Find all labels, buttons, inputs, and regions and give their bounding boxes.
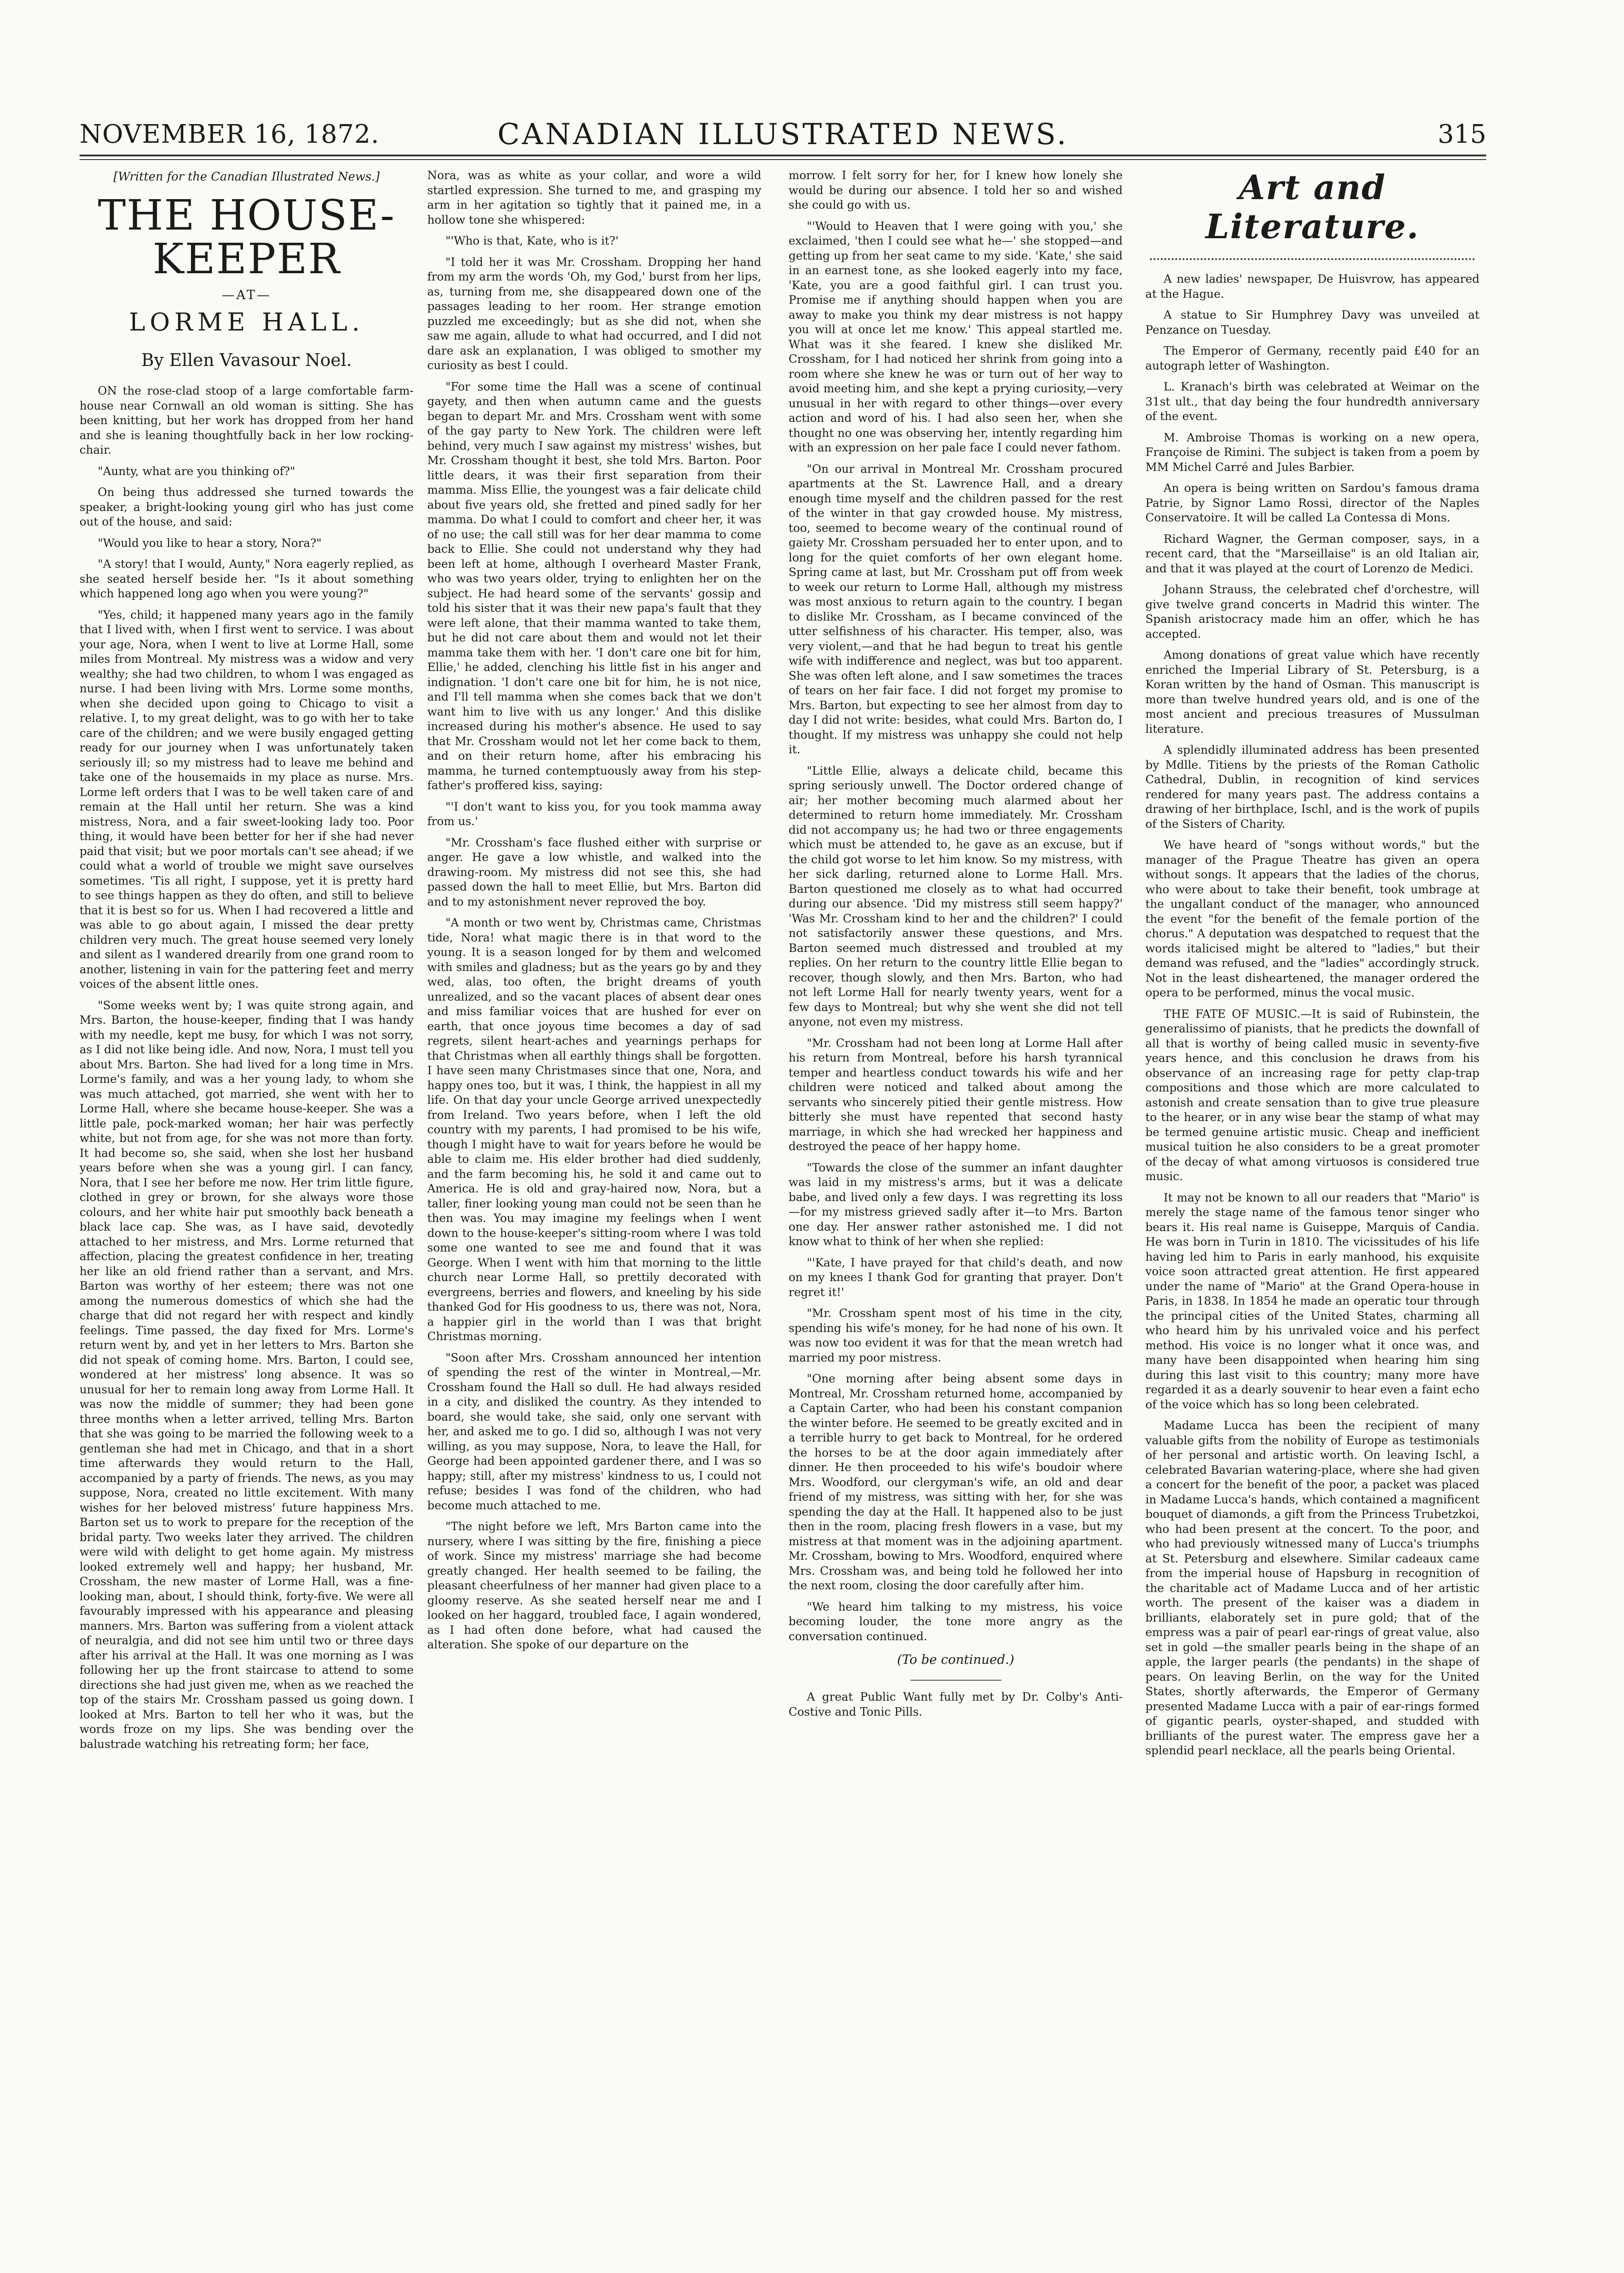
column-2 — [427, 168, 761, 2237]
story-paragraph: "A month or two went by, Christmas came, Christmas tide, Nora! what magic there is in that word to the young. It is a season longed for by them and welcomed with smiles and gladness; but as the years go by and they wed, alas, too often, the bright dreams of youth unrealized, and so the vacant places of absent dear ones and miss familiar voices that are hushed for ever on earth, that once joyous time becomes a day of sad regrets, silent heart-aches and yearnings perhaps for that Christmas when all earthly things shall be forgotten. I have seen many Christmases since that one, Nora, and happy ones too, but it was, I think, the happiest in all my life. On that day your uncle George arrived unexpectedly from Ireland. Two years before, when I left the old country with my parents, I had promised to be his wife, though I might have to wait for years before he would be able to claim me. His elder brother had died suddenly, and the farm becoming his, he sold it and came out to America. He is old and gray-haired now, Nora, but a taller, finer looking young man could not be seen than he then was. You may imagine my feelings when I went down to the house-keeper's sitting-room where I was told some one wanted to see me and found that it was George. When I went with him that morning to the little church near Lorme Hall, so prettily decorated with evergreens, berries and flowers, and kneeling by his side thanked God for His goodness to us, there was not, Nora, a happier girl in the world than I was that bright Christmas morning. — [427, 916, 761, 1343]
story-paragraph: "I told her it was Mr. Crossham. Dropping her hand from my arm the words 'Oh, my God,' burst from her lips, as, turning from me, she disappeared down one of the passages leading to her room. Her strange emotion puzzled me exceedingly; but as she did not, when she saw me again, allude to what had occurred, and I did not dare ask an explanation, I was obliged to smother my curiosity as best I could. — [427, 255, 761, 372]
story-paragraph: "We heard him talking to my mistress, his voice becoming louder, the tone more angry as the conversation continued. — [789, 1600, 1123, 1643]
news-item: An opera is being written on Sardou's famous drama Patrie, by Signor Lamo Rossi, director of the Naples Conservatoire. It will be called La Contessa di Mons. — [1145, 481, 1479, 524]
story-paragraph: "Some weeks went by; I was quite strong again, and Mrs. Barton, the house-keeper, finding that I was handy with my needle, kept me busy, for which I was not sorry, as I did not like being idle. And now, Nora, I must tell you about Mrs. Barton. She had lived for a long time in Mrs. Lorme's family, and was a her young lady, to whom she was much attached, got married, she went with her to Lorme Hall, where she became house-keeper. She was a little pale, pock-marked woman; her hair was perfectly white, but not from age, for she was not more than forty. It had become so, she said, when she lost her husband years before when she was a young girl. I can fancy, Nora, that I see her before me now. Her trim little figure, clothed in grey or brown, for she always wore those colours, and her white hair put smoothly back beneath a black lace cap. She was, as I have said, devotedly attached to her mistress, and Mrs. Lorme returned that affection, placing the greatest confidence in her, treating her like an old friend rather than a servant, and Mrs. Barton was worthy of her esteem; there was not one among the numerous domestics of which she had the charge that did not regard her with respect and kindly feelings. Time passed, the day fixed for Mrs. Lorme's return went by, and yet in her letters to Mrs. Barton she did not speak of coming home. Mrs. Barton, I could see, wondered at her mistress' long absence. It was so unusual for her to remain long away from Lorme Hall. It was now the middle of summer; they had been gone three months when a letter arrived, telling Mrs. Barton that she was going to be married the following week to a gentleman she had met in Chicago, and that in a short time afterwards they would return to the Hall, accompanied by a party of friends. The news, as you may suppose, Nora, created no little excitement. With many wishes for her beloved mistress' future happiness Mrs. Barton set us to work to prepare for the reception of the bridal party. Two weeks later they arrived. The children were wild with delight to get home again. My mistress looked extremely well and happy; her husband, Mr. Crossham, the new master of Lorme Hall, was a fine-looking man, about, I should think, forty-five. We were all favourably impressed with his appearance and pleasing manners. Mrs. Barton was suffering from a violent attack of neuralgia, and did not see him until two or three days after his arrival at the Hall. It was one morning as I was following her up the front staircase to attend to some directions she had just given me, when as we reached the top of the stairs Mr. Crossham passed us going down. I looked at Mrs. Barton to tell her who it was, but the words froze on my lips. She was bending over the balustrade watching his retreating form; her face, — [80, 998, 414, 1751]
story-paragraph: "The night before we left, Mrs Barton came into the nursery, where I was sitting by the fire, finishing a piece of work. Since my mistress' marriage she had become greatly changed. Her health seemed to be failing, the pleasant cheerfulness of her manner had given place to a gloomy reserve. As she seated herself near me and I looked on her haggard, troubled face, I again wondered, as I had often done before, what had caused the alteration. She spoke of our departure on the — [427, 1520, 761, 1651]
story-author: By Ellen Vavasour Noel. — [141, 350, 352, 370]
page-number: 315 — [1438, 120, 1486, 149]
story-paragraph: "Mr. Crossham had not been long at Lorme Hall after his return from Montreal, before his harsh tyrannical temper and heartless conduct towards his wife and her children were noticed and talked about among the servants who sincerely pitied their gentle mistress. How bitterly she must have repented that second hasty marriage, in which she had wrecked her happiness and destroyed the peace of her happy home. — [789, 1036, 1123, 1153]
to-be-continued: (To be continued.) — [897, 1652, 1014, 1667]
story-paragraph: "Soon after Mrs. Crossham announced her intention of spending the rest of the winter in Montreal,—Mr. Crossham found the Hall so dull. He had always resided in a city, and disliked the country. As they intended to board, she would take, she said, only one servant with her, and asked me to go. I did so, although I was not very willing, as you may suppose, Nora, to leave the Hall, for George had been appointed gardener there, and I was so happy; still, after my mistress' kindness to us, I could not refuse; besides I was fond of the children, who had become much attached to me. — [427, 1351, 761, 1512]
story-paragraph: "For some time the Hall was a scene of continual gayety, and then when autumn came and the guests began to depart Mr. and Mrs. Crossham went with some of the gay party to New York. The children were left behind, very much I saw against my mistress' wishes, but Mr. Crossham thought it best, she told Mrs. Barton. Poor little dears, it was their first separation from their mamma. Miss Ellie, the youngest was a fair delicate child about five years old, she fretted and pined sadly for her mamma. Do what I could to comfort and cheer her, it was of no use; the call still was for her dear mamma to come back to Ellie. She could not understand why they had been left at home, although I overheard Master Frank, who was two years older, trying to enlighten her on the subject. He had heard some of the servants' gossip and told his sister that it was their new papa's fault that they were left alone, that their mamma wanted to take them, but he did not care about them and would not let their mamma take them with her. 'I don't care one bit for him, Ellie,' he added, clenching his little fist in his anger and indignation. 'I don't care one bit for him, he is not nice, and I'll tell mamma when she comes back that we don't want him to live with us any longer.' And this dislike increased during his mother's absence. He used to say that Mr. Crossham would not let her come back to them, and on their return home, after his embracing his mamma, he turned contemptuously away from his step-father's proffered kiss, saying: — [427, 380, 761, 792]
story-title: THE HOUSE-KEEPER — [98, 191, 395, 283]
story-paragraph: "Would you like to hear a story, Nora?" — [98, 536, 322, 550]
story-paragraph: "Mr. Crossham's face flushed either with surprise or anger. He gave a low whistle, and walked into the drawing-room. My mistress did not see this, she had passed down the hall to meet Ellie, but Mrs. Barton did and to my astonishment never reproved the boy. — [427, 836, 761, 908]
story-paragraph: ON the rose-clad stoop of a large comfortable farm-house near Cornwall an old woman is sitting. She has been knitting, but her work has dropped from her hand and she is leaning thoughtfully back in her low rocking-chair. — [80, 384, 414, 456]
header-rule — [80, 155, 1486, 156]
news-item: Richard Wagner, the German composer, says, in a recent card, that the "Marseillaise" is an old Italian air, and that it was played at the court of Lorenzo de Medici. — [1145, 532, 1479, 575]
column-1 — [80, 168, 414, 2237]
news-item: The Emperor of Germany, recently paid £40 for an autograph letter of Washington. — [1145, 344, 1479, 372]
story-paragraph: "'I don't want to kiss you, for you took mamma away from us.' — [427, 800, 761, 828]
news-item: M. Ambroise Thomas is working on a new opera, Françoise de Rimini. The subject is taken from a poem by MM Michel Carré and Jules Barbier. — [1145, 431, 1479, 474]
news-item: A statue to Sir Humphrey Davy was unveiled at Penzance on Tuesday. — [1145, 308, 1479, 336]
story-paragraph: "'Would to Heaven that I were going with you,' she exclaimed, 'then I could see what he—' she stopped—and getting up from her seat came to my side. 'Kate,' she said in an earnest tone, as she looked eagerly into my face, 'Kate, you are a good faithful girl. I can trust you. Promise me if anything should happen when you are away to make you think my dear mistress is not happy you will at once let me know.' This appeal startled me. What was it she feared. I knew she disliked Mr. Crossham, for I had noticed her shrink from going into a room where she knew he was or turn out of her way to avoid meeting him, and she kept a prying curiosity,—very unusual in her with regard to other things—over every action and word of his. I had also seen her, when she thought no one was observing her, intently regarding him with an expression on her pale face I could never fathom. — [789, 219, 1123, 454]
newspaper-title: CANADIAN ILLUSTRATED NEWS. — [497, 118, 1069, 151]
story-paragraph: "Little Ellie, always a delicate child, became this spring seriously unwell. The Doctor ordered change of air; her mother becoming much alarmed about her determined to return home immediately. Mr. Crossham did not accompany us; he had two or three engagements which must be attended to, he gave as an excuse, but if the child got worse to let him know. So my mistress, with her sick darling, returned alone to Lorme Hall. Mrs. Barton questioned me closely as to what had occurred during our absence. 'Did my mistress still seem happy?' 'Was Mr. Crossham kind to her and the children?' I could not satisfactorily answer these questions, and Mrs. Barton seemed much distressed and troubled at my replies. On her return to the country little Ellie began to recover, though slowly, and then Mrs. Barton, who had not left Lorme Hall for nearly twenty years, went for a few days to Montreal; but why she went she did not tell anyone, not even my mistress. — [789, 764, 1123, 1028]
story-paragraph: On being thus addressed she turned towards the speaker, a bright-looking young girl who has just come out of the house, and said: — [80, 486, 414, 528]
news-item: A new ladies' newspaper, De Huisvrow, has appeared at the Hague. — [1145, 272, 1479, 300]
story-paragraph: "On our arrival in Montreal Mr. Crossham procured apartments at the St. Lawrence Hall, and a dreary enough time myself and the children passed for the rest of the winter in that gay crowded house. My mistress, too, seemed to become weary of the continual round of gaiety Mr. Crossham persuaded her to enter upon, and to long for the quiet comforts of her own elegant home. Spring came at last, but Mr. Crossham put off from week to week our return to Lorme Hall, although my mistress was most anxious to return again to the country. I began to dislike Mr. Crossham, as I became convinced of the utter selfishness of his character. His temper, also, was very violent,—and that he had begun to treat his gentle wife with indifference and neglect, was but too apparent. She was often left alone, and I saw sometimes the traces of tears on her fair face. I did not forget my promise to Mrs. Barton, but expecting to see her almost from day to day I did not write: besides, what could Mrs. Barton do, I thought. If my mistress was unhappy she could not help it. — [789, 462, 1123, 756]
news-item: We have heard of "songs without words," but the manager of the Prague Theatre has given an opera without songs. It appears that the ladies of the chorus, who were about to take their benefit, took umbrage at the ungallant conduct of the manager, who announced the event "for the benefit of the female portion of the chorus." A deputation was despatched to request that the words italicised might be altered to "ladies," but their demand was refused, and the "ladies" accordingly struck. Not in the least disheartened, the manager ordered the opera to be performed, minus the vocal music. — [1145, 838, 1479, 999]
ad-divider — [910, 1680, 1001, 1681]
news-item: Among donations of great value which have recently enriched the Imperial Library of St. Petersburg, is a Koran written by the hand of Osman. This manuscript is more than twelve hundred years old, and is one of the most ancient and precious treasures of Mussulman literature. — [1145, 648, 1479, 736]
news-item: It may not be known to all our readers that "Mario" is merely the stage name of the famous tenor singer who bears it. His real name is Guiseppe, Marquis of Candia. He was born in Turin in 1810. The vicissitudes of his life having led him to Paris in early manhood, his exquisite voice soon attracted great attention. He first appeared under the name of "Mario" at the Grand Opera-house in Paris, in 1838. In 1854 he made an operatic tour through the principal cities of the United States, charming all who heard him by his unrivaled voice and his perfect method. His voice is no longer what it once was, and many have been disappointed when hearing him sing during this last visit to this country; many more have regarded it as a dearly souvenir to hear even a faint echo of the voice which has so long been celebrated. — [1145, 1191, 1479, 1411]
news-item: THE FATE OF MUSIC.—It is said of Rubinstein, the generalissimo of pianists, that he predicts the downfall of all that is worthy of being called music in seventy-five years hence, and this conclusion he draws from his observance of an increasing rage for petty clap-trap compositions and those which are more calculated to astonish and create sensation than to give true pleasure to the hearer, or in any wise bear the stamp of what may be termed genuine artistic music. Cheap and inefficient musical tuition he also considers to be a great promoter of the decay of what among virtuosos is considered true music. — [1145, 1007, 1479, 1183]
news-item: Madame Lucca has been the recipient of many valuable gifts from the nobility of Europe as testimonials of her personal and artistic worth. On leaving Ischl, a celebrated Bavarian watering-place, where she had given a concert for the benefit of the poor, a packet was placed in Madame Lucca's hands, which contained a magnificent bouquet of diamonds, a gift from the Princess Trubetzkoi, who had been present at the concert. To the poor, and who had previously witnessed many of Lucca's triumphs at St. Petersburg and elsewhere. Similar cadeaux came from the imperial house of Hapsburg in recognition of the charitable act of Madame Lucca and of her artistic worth. The present of the kaiser was a diadem in brilliants, elaborately set in pure gold; that of the empress was a pair of pearl ear-rings of great value, also set in gold —the smaller pearls being in the shape of an apple, the larger pearls (the pendants) in the shape of pears. On leaving Berlin, on the way for the United States, shortly afterwards, the Emperor of Germany presented Madame Lucca with a pair of ear-rings formed of gigantic pearls, oyster-shaped, and studded with brilliants of the purest water. The empress gave her a splendid pearl necklace, all the pearls being Oriental. — [1145, 1419, 1479, 1757]
story-paragraph: "Aunty, what are you thinking of?" — [98, 464, 295, 478]
column-4 — [1145, 168, 1479, 2237]
story-paragraph: morrow. I felt sorry for her, for I knew how lonely she would be during our absence. I told her so and wished she could go with us. — [789, 169, 1123, 211]
story-paragraph: "'Who is that, Kate, who is it?' — [445, 234, 619, 247]
column-3 — [789, 168, 1123, 2237]
news-item: L. Kranach's birth was celebrated at Weimar on the 31st ult., that day being the four hundredth anniversary of the event. — [1145, 380, 1479, 423]
story-at: —AT— — [221, 287, 272, 302]
news-item: Johann Strauss, the celebrated chef d'orchestre, will give twelve grand concerts in Madrid this winter. The Spanish aristocracy made him an offer, which he has accepted. — [1145, 583, 1479, 641]
section-ornament — [1150, 250, 1475, 260]
story-paragraph: "'Kate, I have prayed for that child's death, and now on my knees I thank God for granting that prayer. Don't regret it!' — [789, 1256, 1123, 1299]
story-paragraph: "Towards the close of the summer an infant daughter was laid in my mistress's arms, but it was a delicate babe, and lived only a few days. I was regretting its loss—for my mistress grieved sadly after it—to Mrs. Barton one day. Her answer rather astonished me. I did not know what to think of her when she replied: — [789, 1161, 1123, 1248]
story-paragraph: "Mr. Crossham spent most of his time in the city, spending his wife's money, for he had none of his own. It was now too evident it was for that the mean wretch had married my poor mistress. — [789, 1307, 1123, 1364]
story-paragraph: "One morning after being absent some days in Montreal, Mr. Crossham returned home, accompanied by a Captain Carter, who had been his constant companion the winter before. He seemed to be greatly excited and in a terrible hurry to get back to Montreal, for he ordered the horses to be at the door again immediately after dinner. He then proceeded to his wife's boudoir where Mrs. Woodford, our clergyman's wife, an old and dear friend of my mistress, was sitting with her, for she was spending the day at the Hall. It happened also to be just then in the room, placing fresh flowers in a vase, but my mistress at that moment was in the adjoining apartment. Mr. Crossham, bowing to Mrs. Woodford, enquired where Mrs. Crossham was, and being told he followed her into the next room, closing the door carefully after him. — [789, 1372, 1123, 1592]
issue-date: NOVEMBER 16, 1872. — [80, 120, 380, 149]
story-place: LORME HALL. — [129, 308, 365, 336]
story-credit: [Written for the Canadian Illustrated News.] — [113, 170, 380, 184]
story-paragraph: "Yes, child; it happened many years ago in the family that I lived with, when I first went to service. I was about your age, Nora, when I went to live at Lorme Hall, some miles from Montreal. My mistress was a widow and very wealthy; she had two children, to whom I was engaged as nurse. I had been living with Mrs. Lorme some months, when she decided upon going to Chicago to visit a relative. I, to my great delight, was to go with her to take care of the children; and we were busily engaged getting ready for our journey when I was unfortunately taken seriously ill; so my mistress had to leave me behind and take one of the housemaids in my place as nurse. Mrs. Lorme left orders that I was to be well taken care of and remain at the Hall until her return. She was a kind mistress, Nora, and a fair sweet-looking lady too. Poor thing, it would have been better for her if she had never paid that visit; but we poor mortals can't see ahead; if we could what a world of trouble we might save ourselves sometimes. 'Tis all right, I suppose, yet it is pretty hard to see things happen as they do often, and still to believe that it is best so for us. When I had recovered a little and was able to go about again, I missed the dear pretty children very much. The great house seemed very lonely and silent as I wandered drearily from one grand room to another, listening in vain for the pattering feet and merry voices of the absent little ones. — [80, 608, 414, 991]
masthead — [80, 107, 1486, 157]
story-paragraph: "A story! that I would, Aunty," Nora eagerly replied, as she seated herself beside her. "Is it about something which happened long ago when you were young?" — [80, 557, 414, 600]
section-title: Art and Literature. — [1205, 168, 1419, 246]
story-paragraph: Nora, was as white as your collar, and wore a wild startled expression. She turned to me, and grasping my arm in her agitation so tightly that it pained me, in a hollow tone she whispered: — [427, 169, 761, 226]
header-rule-thin — [80, 159, 1486, 160]
news-item: A splendidly illuminated address has been presented by Mdlle. Titiens by the priests of the Roman Catholic Cathedral, Dublin, in recognition of kind services rendered for many years past. The address contains a drawing of her birthplace, Ischl, and is the work of pupils of the Sisters of Charity. — [1145, 743, 1479, 831]
advertisement: A great Public Want fully met by Dr. Colby's Anti-Costive and Tonic Pills. — [789, 1690, 1123, 1718]
